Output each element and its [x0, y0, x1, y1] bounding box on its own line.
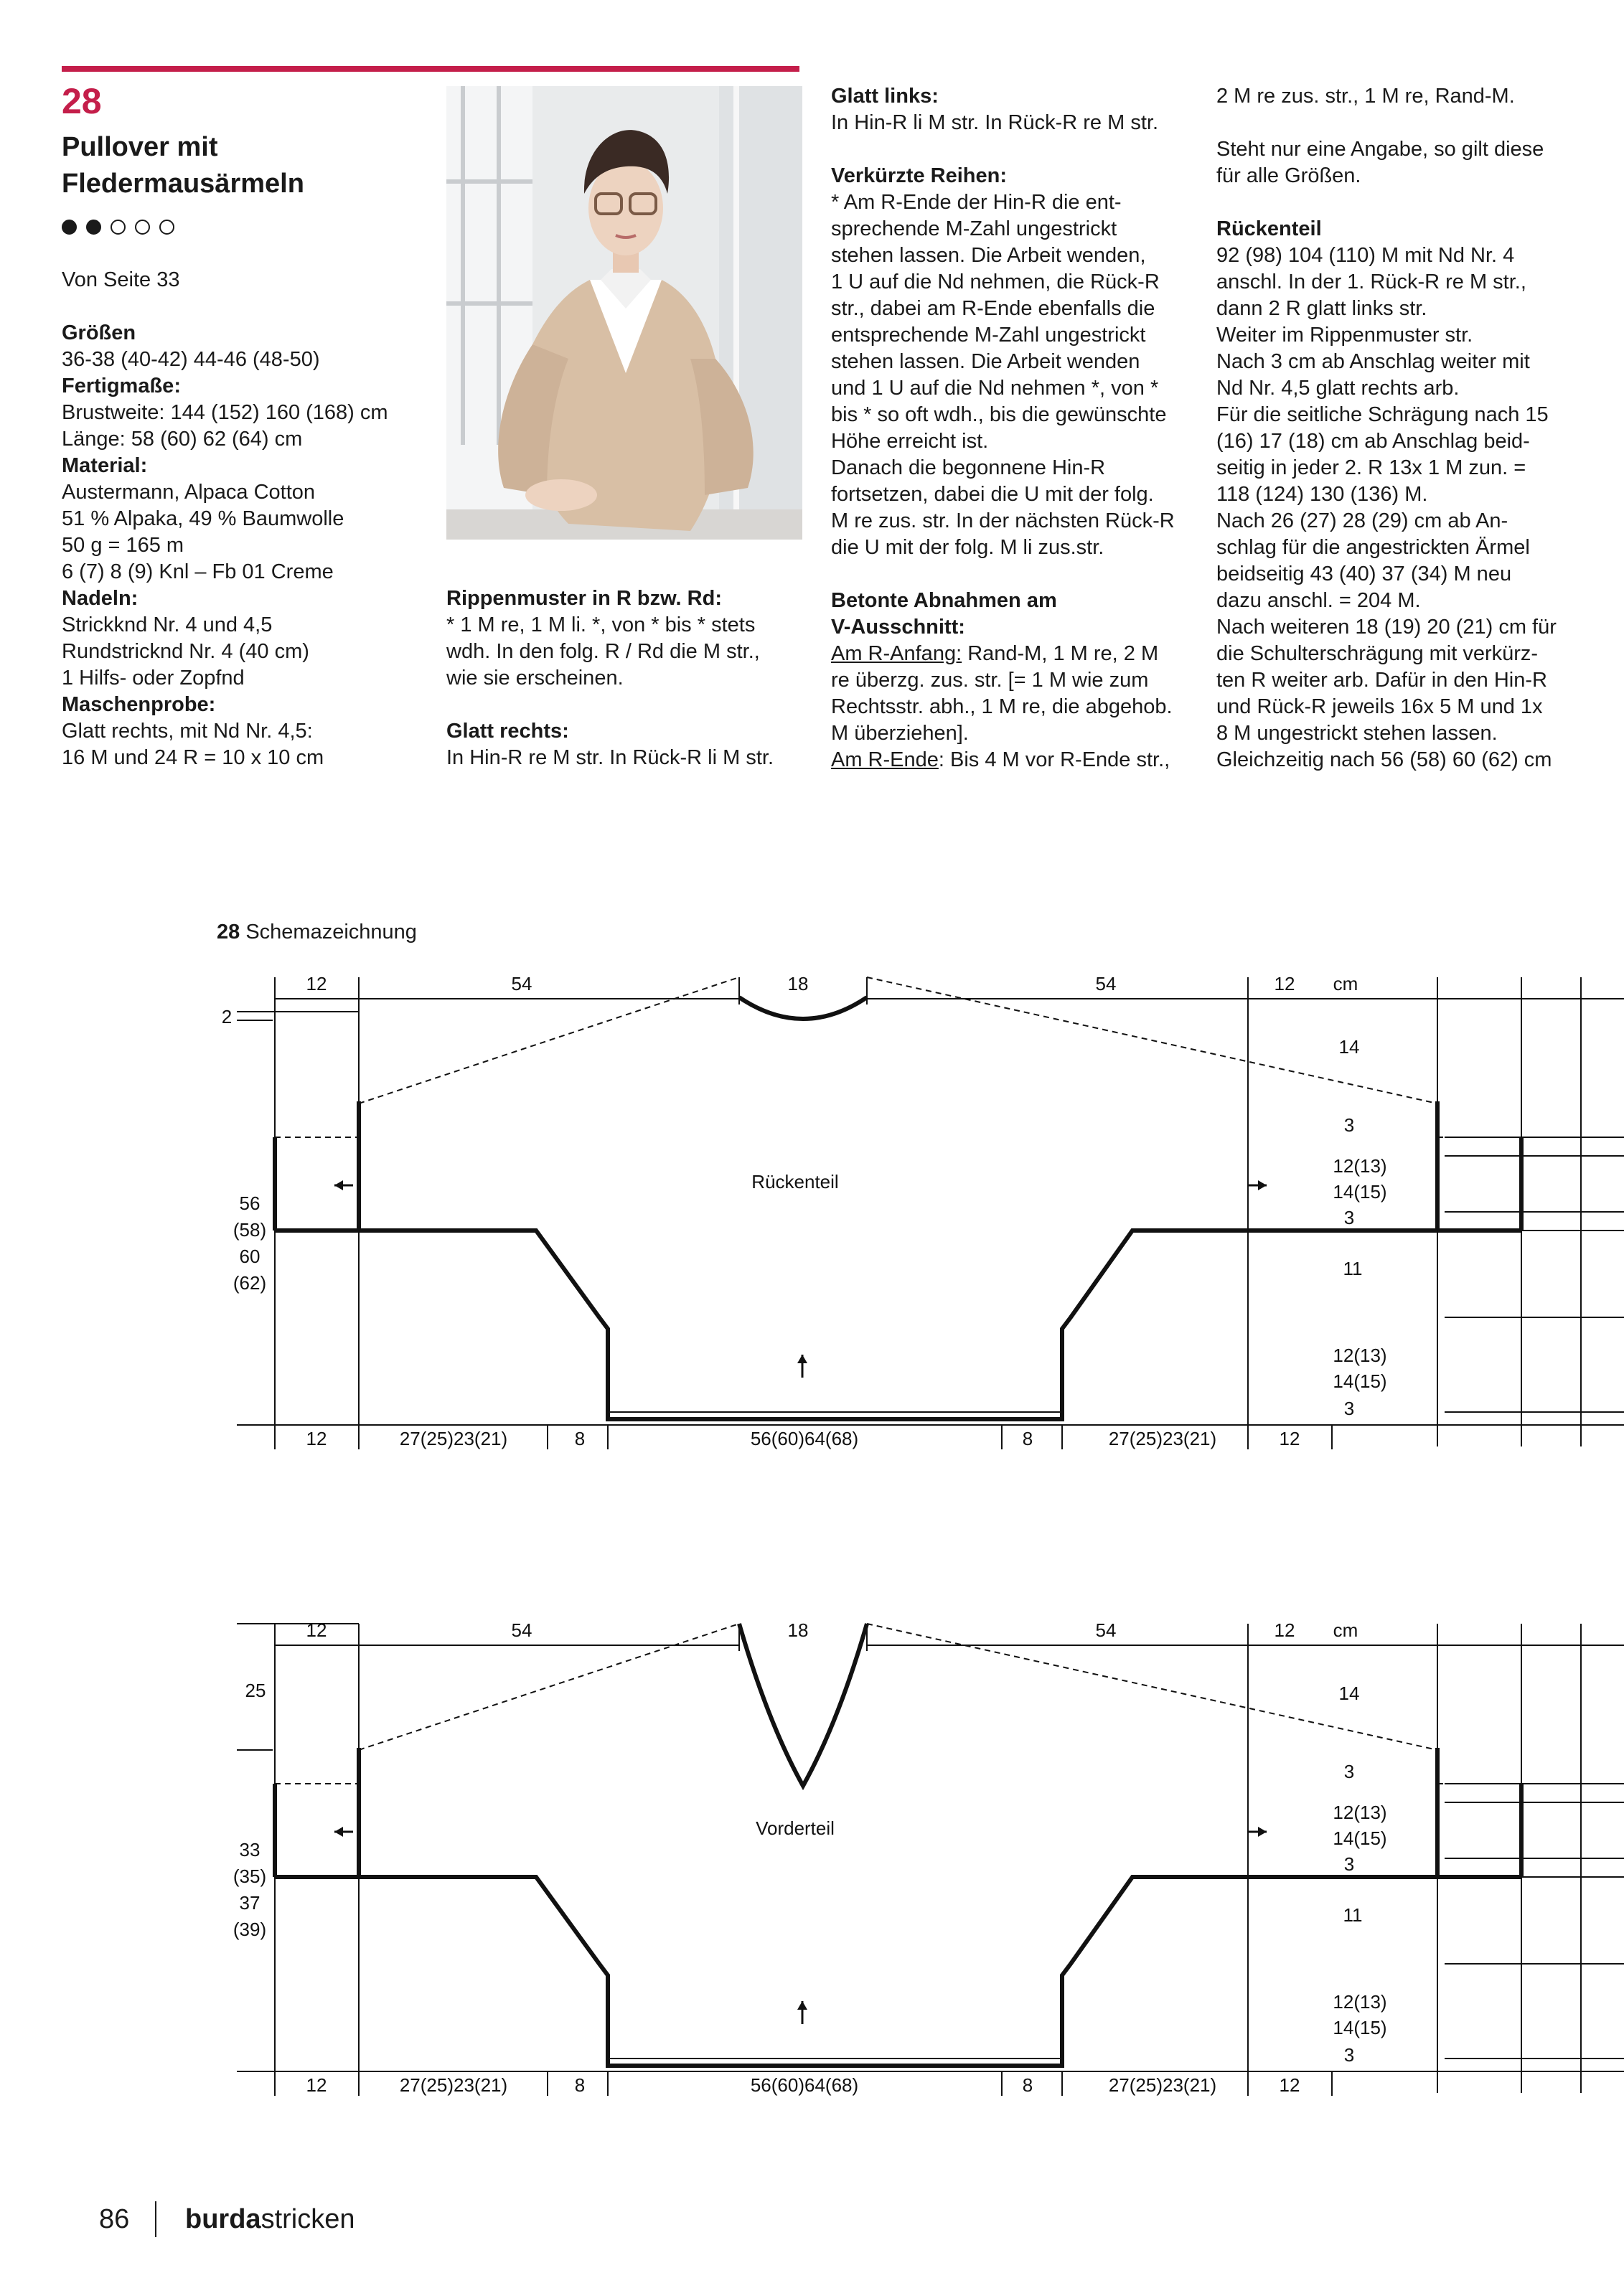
dimension-label: 3	[1343, 2044, 1355, 2066]
dimension-label: 33	[239, 1839, 261, 1860]
dimension-label: 3	[1343, 1853, 1355, 1875]
pattern-number: 28	[62, 81, 102, 121]
heading-decreases: Betonte Abnahmen am	[831, 589, 1057, 612]
dimension-label: 2	[221, 1006, 233, 1027]
page-number: 86	[99, 2204, 130, 2234]
dimension-label: 3	[1343, 1398, 1355, 1419]
arrow-up-icon	[797, 2001, 807, 2024]
title-line: Fledermausärmeln	[62, 169, 304, 199]
dimension-label: cm	[1333, 973, 1358, 994]
column-2	[446, 585, 805, 771]
dimension-label: 12	[1274, 973, 1295, 994]
empty-dot-icon	[135, 220, 150, 235]
back-text	[1216, 243, 1597, 773]
body-outline	[359, 1748, 1437, 2066]
dimension-label: 12(13)	[1333, 1991, 1387, 2013]
dimension-label: 12	[306, 1428, 327, 1449]
figure-caption	[217, 921, 417, 944]
dimension-label: 25	[245, 1680, 266, 1701]
text-line: ten R weiter arb. Dafür in den Hin-R	[1216, 669, 1547, 692]
text-line: Brustweite: 144 (152) 160 (168) cm	[62, 401, 388, 424]
text-line: Austermann, Alpaca Cotton	[62, 481, 316, 504]
title-accent-bar	[62, 66, 799, 72]
figure-caption-text: Schemazeichnung	[245, 921, 417, 944]
sizes-text: 36-38 (40-42) 44-46 (48-50)	[62, 348, 320, 371]
text-line: 50 g = 165 m	[62, 534, 184, 557]
text-line: fortsetzen, dabei die U mit der folg.	[831, 483, 1154, 506]
text-line: stehen lassen. Die Arbeit wenden	[831, 350, 1140, 373]
text-line: 6 (7) 8 (9) Knl – Fb 01 Creme	[62, 560, 334, 583]
text-line: Rechtsstr. abh., 1 M re, die abgehob.	[831, 695, 1173, 718]
text-line: Höhe erreicht ist.	[831, 430, 989, 453]
brand-bold: burda	[185, 2204, 261, 2234]
dimension-label: (35)	[233, 1866, 267, 1887]
dimension-label: 12(13)	[1333, 1345, 1387, 1366]
text-line: Nd Nr. 4,5 glatt rechts arb.	[1216, 377, 1460, 400]
dimension-label: 54	[511, 1619, 532, 1641]
text-line: für alle Größen.	[1216, 164, 1361, 187]
text-line: dann 2 R glatt links str.	[1216, 297, 1427, 320]
dimension-label: 54	[511, 973, 532, 994]
dimension-label: 37	[239, 1892, 261, 1914]
text-line: 1 U auf die Nd nehmen, die Rück-R	[831, 270, 1160, 293]
dimension-label: 14(15)	[1333, 1181, 1387, 1203]
brand-logo	[185, 2204, 355, 2235]
text-line: In Hin-R li M str. In Rück-R re M str.	[831, 111, 1158, 134]
dimension-label: 12	[1274, 1619, 1295, 1641]
row-start-label: Am R-Anfang:	[831, 642, 962, 665]
arrow-head	[1258, 1827, 1267, 1837]
text-line: 8 M ungestrickt stehen lassen.	[1216, 722, 1498, 745]
decreases-text	[831, 667, 1204, 747]
dimension-label: 3	[1343, 1207, 1355, 1228]
dimension-label: 56(60)64(68)	[750, 1428, 859, 1449]
text-line: Gleichzeitig nach 56 (58) 60 (62) cm	[1216, 748, 1552, 771]
text-line: Danach die begonnene Hin-R	[831, 456, 1106, 479]
heading-needles: Nadeln:	[62, 587, 139, 610]
column-3	[831, 83, 1204, 773]
dimension-label: 56(60)64(68)	[750, 2074, 859, 2096]
arrow-right-icon	[1248, 1827, 1267, 1837]
text-line: 16 M und 24 R = 10 x 10 cm	[62, 746, 324, 769]
heading-finished: Fertigmaße:	[62, 375, 181, 397]
text-line: bis * so oft wdh., bis die gewünschte	[831, 403, 1167, 426]
text-line: Nach 26 (27) 28 (29) cm ab An-	[1216, 509, 1508, 532]
schematic-drawings	[0, 961, 1624, 2196]
footer-divider	[155, 2201, 156, 2237]
text-line: stehen lassen. Die Arbeit wenden,	[831, 244, 1146, 267]
text-line: beidseitig 43 (40) 37 (34) M neu	[1216, 563, 1512, 585]
heading-decreases: V-Ausschnitt:	[831, 616, 965, 639]
dimension-label: 3	[1343, 1761, 1355, 1782]
arrow-head	[1258, 1180, 1267, 1190]
text-line: Weiter im Rippenmuster str.	[1216, 324, 1473, 347]
text-line: (16) 17 (18) cm ab Anschlag beid-	[1216, 430, 1530, 453]
dimension-label: 14	[1338, 1683, 1360, 1704]
neckline	[739, 997, 867, 1019]
dimension-label: 11	[1343, 1904, 1363, 1926]
dimension-label: (62)	[233, 1272, 267, 1294]
text-line: Nach weiteren 18 (19) 20 (21) cm für	[1216, 616, 1557, 639]
arrow-head	[334, 1827, 343, 1837]
title-line: Pullover mit	[62, 132, 218, 162]
empty-dot-icon	[159, 220, 174, 235]
model-photo	[446, 86, 802, 540]
text-line: entsprechende M-Zahl ungestrickt	[831, 324, 1146, 347]
dimension-label: cm	[1333, 1619, 1358, 1641]
heading-reverse: Glatt links:	[831, 85, 939, 108]
text-line: * 1 M re, 1 M li. *, von * bis * stets	[446, 613, 756, 636]
text-line: Nach 3 cm ab Anschlag weiter mit	[1216, 350, 1530, 373]
arrow-left-icon	[334, 1180, 353, 1190]
dimension-label: 56	[239, 1192, 261, 1214]
text-line: M re zus. str. In der nächsten Rück-R	[831, 509, 1175, 532]
dimension-label: 12(13)	[1333, 1802, 1387, 1823]
text-line: und 1 U auf die Nd nehmen *, von *	[831, 377, 1159, 400]
dimension-label: 27(25)23(21)	[1108, 2074, 1217, 2096]
dimension-label: 18	[787, 1619, 809, 1641]
text-line: Rundstricknd Nr. 4 (40 cm)	[62, 640, 309, 663]
arrow-up-icon	[797, 1355, 807, 1378]
text-line: re überzg. zus. str. [= 1 M wie zum	[831, 669, 1149, 692]
dimension-label: 12	[306, 973, 327, 994]
dimension-label: 12	[1279, 1428, 1300, 1449]
heading-sizes: Größen	[62, 321, 136, 344]
text-line: 92 (98) 104 (110) M mit Nd Nr. 4	[1216, 244, 1515, 267]
text-line: Glatt rechts, mit Nd Nr. 4,5:	[62, 720, 313, 743]
dimension-label: 18	[787, 973, 809, 994]
dimension-label: 8	[1022, 2074, 1033, 2096]
text-line: sprechende M-Zahl ungestrickt	[831, 217, 1117, 240]
text-line	[831, 747, 1204, 773]
text-line	[831, 641, 1204, 667]
dimension-label: Rückenteil	[751, 1171, 839, 1192]
text-line: 51 % Alpaka, 49 % Baumwolle	[62, 507, 344, 530]
dimension-label: 12	[306, 1619, 327, 1641]
heading-rib: Rippenmuster in R bzw. Rd:	[446, 587, 722, 610]
dimension-label: 14(15)	[1333, 1370, 1387, 1392]
heading-short-rows: Verkürzte Reihen:	[831, 164, 1007, 187]
text-line: die Schulterschrägung mit verkürz-	[1216, 642, 1539, 665]
body-outline	[359, 1101, 1437, 1419]
dimension-label: 12(13)	[1333, 1155, 1387, 1177]
empty-dot-icon	[111, 220, 126, 235]
dimension-label: 11	[1343, 1258, 1363, 1279]
text-line: schlag für die angestrickten Ärmel	[1216, 536, 1530, 559]
column-1	[62, 267, 435, 771]
text-line: die U mit der folg. M li zus.str.	[831, 536, 1104, 559]
dimension-label: 54	[1095, 973, 1117, 994]
dimension-label: 27(25)23(21)	[1108, 1428, 1217, 1449]
text-line: seitig in jeder 2. R 13x 1 M zun. =	[1216, 456, 1526, 479]
row-start-text: Rand-M, 1 M re, 2 M	[962, 642, 1159, 665]
shoulder-slope	[359, 1624, 739, 1750]
dimension-label: 27(25)23(21)	[399, 2074, 508, 2096]
heading-stockinette: Glatt rechts:	[446, 720, 569, 743]
dimension-label: 60	[239, 1246, 261, 1267]
dimension-label: 3	[1343, 1114, 1355, 1136]
row-end-label: Am R-Ende	[831, 748, 939, 771]
arrow-head	[797, 2001, 807, 2010]
filled-dot-icon	[86, 220, 101, 235]
arrow-head	[334, 1180, 343, 1190]
dimension-label: (58)	[233, 1219, 267, 1241]
text-line: str., dabei am R-Ende ebenfalls die	[831, 297, 1155, 320]
arrow-head	[797, 1355, 807, 1363]
heading-material: Material:	[62, 454, 148, 477]
dimension-label: 12	[1279, 2074, 1300, 2096]
dimension-label: 14(15)	[1333, 2017, 1387, 2038]
dimension-label: 54	[1095, 1619, 1117, 1641]
dimension-label: 14(15)	[1333, 1827, 1387, 1849]
pattern-title	[62, 129, 435, 202]
shoulder-slope	[359, 977, 739, 1104]
text-line: 118 (124) 130 (136) M.	[1216, 483, 1428, 506]
source-reference: Von Seite 33	[62, 268, 180, 291]
dimension-label: Vorderteil	[756, 1817, 835, 1839]
figure-number: 28	[217, 921, 240, 944]
dimension-label: (39)	[233, 1919, 267, 1940]
dimension-label: 8	[574, 1428, 586, 1449]
text-line: Länge: 58 (60) 62 (64) cm	[62, 428, 303, 451]
arrow-right-icon	[1248, 1180, 1267, 1190]
arrow-left-icon	[334, 1827, 353, 1837]
column-4	[1216, 83, 1597, 773]
short-rows-text	[831, 189, 1204, 561]
text-line: dazu anschl. = 204 M.	[1216, 589, 1421, 612]
text-line: wdh. In den folg. R / Rd die M str.,	[446, 640, 760, 663]
text-line: * Am R-Ende der Hin-R die ent-	[831, 191, 1122, 214]
text-line: wie sie erscheinen.	[446, 667, 624, 690]
text-line: Strickknd Nr. 4 und 4,5	[62, 613, 273, 636]
heading-gauge: Maschenprobe:	[62, 693, 216, 716]
diagram-front	[233, 1619, 1624, 2096]
text-line: In Hin-R re M str. In Rück-R li M str.	[446, 746, 774, 769]
filled-dot-icon	[62, 220, 77, 235]
dimension-label: 14	[1338, 1036, 1360, 1058]
dimension-label: 8	[1022, 1428, 1033, 1449]
heading-back: Rückenteil	[1216, 217, 1322, 240]
dimension-label: 8	[574, 2074, 586, 2096]
diagram-back	[222, 973, 1624, 1449]
text-line: und Rück-R jeweils 16x 5 M und 1x	[1216, 695, 1543, 718]
text-line: 1 Hilfs- oder Zopfnd	[62, 667, 245, 690]
text-line: Für die seitliche Schrägung nach 15	[1216, 403, 1549, 426]
difficulty-rating	[62, 220, 184, 238]
row-end-text: : Bis 4 M vor R-Ende str.,	[938, 748, 1170, 771]
text-line: 2 M re zus. str., 1 M re, Rand-M.	[1216, 85, 1515, 108]
text-line: anschl. In der 1. Rück-R re M str.,	[1216, 270, 1526, 293]
dimension-label: 12	[306, 2074, 327, 2096]
dimension-label: 27(25)23(21)	[399, 1428, 508, 1449]
text-line: M überziehen].	[831, 722, 969, 745]
brand-rest: stricken	[261, 2204, 355, 2234]
v-neckline	[739, 1624, 867, 1786]
text-line: Steht nur eine Angabe, so gilt diese	[1216, 138, 1544, 161]
